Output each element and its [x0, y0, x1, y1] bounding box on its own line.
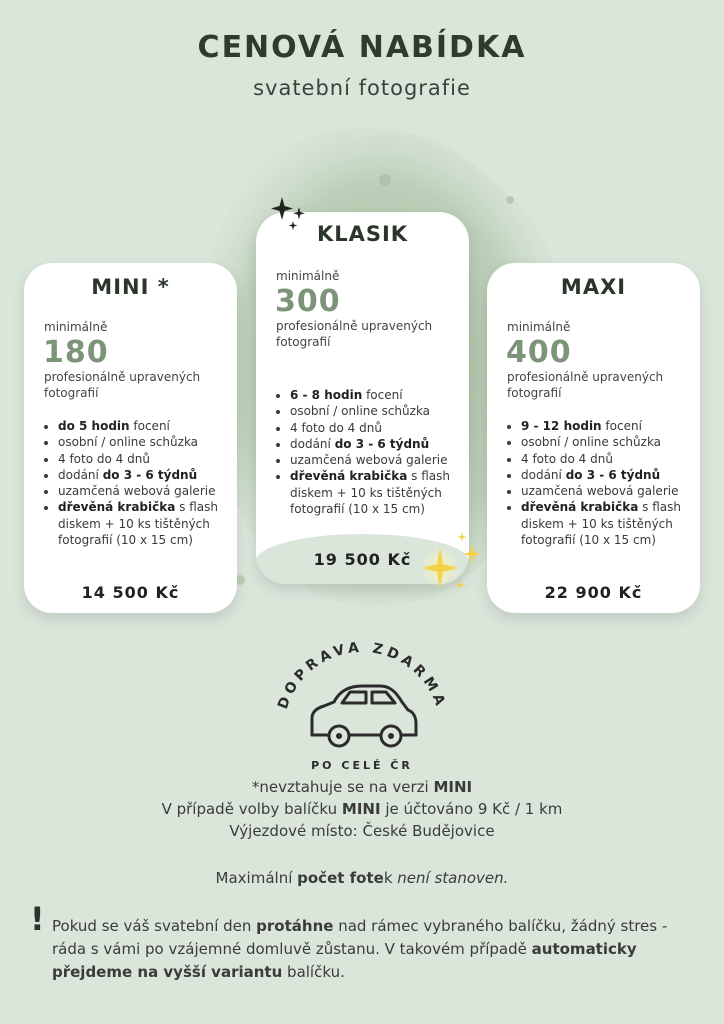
feature-item: • uzamčená webová galerie: [58, 483, 237, 499]
photo-count: 400: [506, 335, 572, 370]
feature-item: • 4 foto do 4 dnů: [58, 451, 237, 467]
feature-item: • 4 foto do 4 dnů: [521, 451, 700, 467]
package-title: KLASIK: [316, 222, 409, 246]
overtime-note: Pokud se váš svatební den protáhne nad rámec vybraného balíčku, žádný stres - ráda s vámi po vzájemné domluvě zůstanu. V takovém případě automaticky přejdeme na vyšší variantu balíčku.: [52, 917, 668, 981]
feature-item: • uzamčená webová galerie: [290, 452, 469, 468]
feature-item: • 4 foto do 4 dnů: [290, 420, 469, 436]
feature-list: [44, 418, 237, 548]
feature-item: • 6 - 8 hodin focení: [290, 387, 469, 403]
photos-label: profesionálně upravených fotografií: [276, 319, 433, 349]
mini-exclusion-note: *nevztahuje se na verzi MINI: [251, 778, 473, 796]
transport-subtext: PO CELÉ ČR: [311, 759, 413, 772]
exclamation-icon: !: [30, 900, 45, 938]
feature-item: • osobní / online schůzka: [290, 403, 469, 419]
minimum-label: minimálně: [44, 320, 108, 334]
photos-label: profesionálně upravených fotografií: [507, 370, 664, 400]
feature-item: • dřevěná krabička s flash diskem + 10 ks tištěných fotografií (10 x 15 cm): [521, 499, 700, 548]
free-transport-arc-text: DOPRAVA ZDARMA: [274, 640, 449, 712]
feature-item: • osobní / online schůzka: [58, 434, 237, 450]
sparkle-icon: [268, 193, 310, 235]
departure-location: Výjezdové místo: České Budějovice: [229, 822, 495, 840]
package-card-maxi[interactable]: [487, 263, 700, 613]
package-title: MINI *: [91, 275, 170, 299]
package-title: MAXI: [560, 275, 627, 299]
package-price: 19 500 Kč: [313, 550, 412, 569]
photo-count: 300: [275, 284, 341, 319]
mini-fee-note: V případě volby balíčku MINI je účtováno 9 Kč / 1 km: [161, 800, 563, 818]
package-price: 22 900 Kč: [544, 583, 643, 602]
minimum-label: minimálně: [507, 320, 571, 334]
minimum-label: minimálně: [276, 269, 340, 283]
feature-item: • osobní / online schůzka: [521, 434, 700, 450]
package-price: 14 500 Kč: [81, 583, 180, 602]
feature-item: • uzamčená webová galerie: [521, 483, 700, 499]
page-title: CENOVÁ NABÍDKA: [197, 30, 527, 65]
photos-label: profesionálně upravených fotografií: [44, 370, 201, 400]
feature-item: • dodání do 3 - 6 týdnů: [58, 467, 237, 483]
photo-count: 180: [43, 335, 109, 370]
feature-list: [507, 418, 700, 548]
feature-item: • dodání do 3 - 6 týdnů: [290, 436, 469, 452]
gold-sparkle-icon: [414, 530, 488, 600]
feature-item: • dřevěná krabička s flash diskem + 10 ks tištěných fotografií (10 x 15 cm): [58, 499, 237, 548]
feature-item: • do 5 hodin focení: [58, 418, 237, 434]
max-photos-note: Maximální počet fotek není stanoven.: [215, 869, 509, 887]
page-subtitle: svatební fotografie: [253, 76, 471, 100]
feature-item: • dřevěná krabička s flash diskem + 10 ks tištěných fotografií (10 x 15 cm): [290, 468, 469, 517]
feature-list: [276, 387, 469, 517]
feature-item: • dodání do 3 - 6 týdnů: [521, 467, 700, 483]
feature-item: • 9 - 12 hodin focení: [521, 418, 700, 434]
package-card-klasik[interactable]: [256, 212, 469, 584]
package-card-mini[interactable]: [24, 263, 237, 613]
